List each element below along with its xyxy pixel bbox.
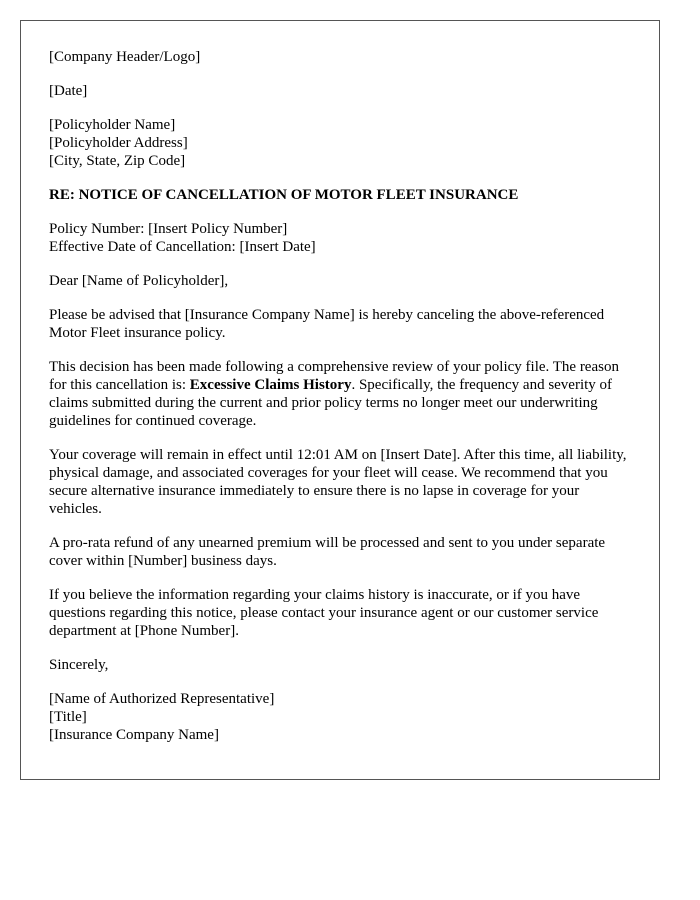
paragraph-coverage: Your coverage will remain in effect until 12:01 AM on [Insert Date]. After this time, all liability, physical damage, and associated coverages for your fleet will cease. We recommend that you secure alternative insurance immediately to ensure there is no lapse in coverage for your vehicles. — [49, 447, 627, 517]
paragraph-refund: A pro-rata refund of any unearned premium will be processed and sent to you under separate cover within [Number] business days. — [49, 535, 606, 569]
recipient-address: [Policyholder Address] — [49, 135, 188, 151]
paragraph-notice: Please be advised that [Insurance Company Name] is hereby canceling the above-referenced Motor Fleet insurance policy. — [49, 307, 605, 341]
letter-page — [20, 20, 660, 780]
effective-date: Effective Date of Cancellation: [Insert Date] — [49, 239, 316, 255]
recipient-city-state-zip: [City, State, Zip Code] — [49, 153, 186, 169]
signature-name: [Name of Authorized Representative] — [49, 691, 275, 707]
closing: Sincerely, — [49, 657, 109, 673]
recipient-block — [49, 116, 631, 170]
signature-block — [49, 690, 631, 744]
company-header: [Company Header/Logo] — [49, 49, 201, 65]
recipient-name: [Policyholder Name] — [49, 117, 176, 133]
subject-line: RE: NOTICE OF CANCELLATION OF MOTOR FLEET INSURANCE — [49, 187, 519, 203]
signature-title: [Title] — [49, 709, 87, 725]
letter-date: [Date] — [49, 83, 88, 99]
paragraph-reason — [49, 358, 631, 430]
paragraph-contact: If you believe the information regarding your claims history is inaccurate, or if you have questions regarding this notice, please contact your insurance agent or our customer service department at [Phone Number]. — [49, 587, 599, 639]
policy-number: Policy Number: [Insert Policy Number] — [49, 221, 288, 237]
reason-detail: . Specifically, the frequency and severity of claims submitted during the current and prior policy terms no longer meet our underwriting guidelines for continued coverage. — [49, 377, 613, 429]
reason-highlight: Excessive Claims History — [189, 377, 352, 393]
policy-details — [49, 220, 631, 256]
signature-company: [Insurance Company Name] — [49, 727, 219, 743]
salutation: Dear [Name of Policyholder], — [49, 273, 229, 289]
reason-intro: This decision has been made following a comprehensive review of your policy file. The reason for this cancellation is: — [49, 359, 619, 393]
